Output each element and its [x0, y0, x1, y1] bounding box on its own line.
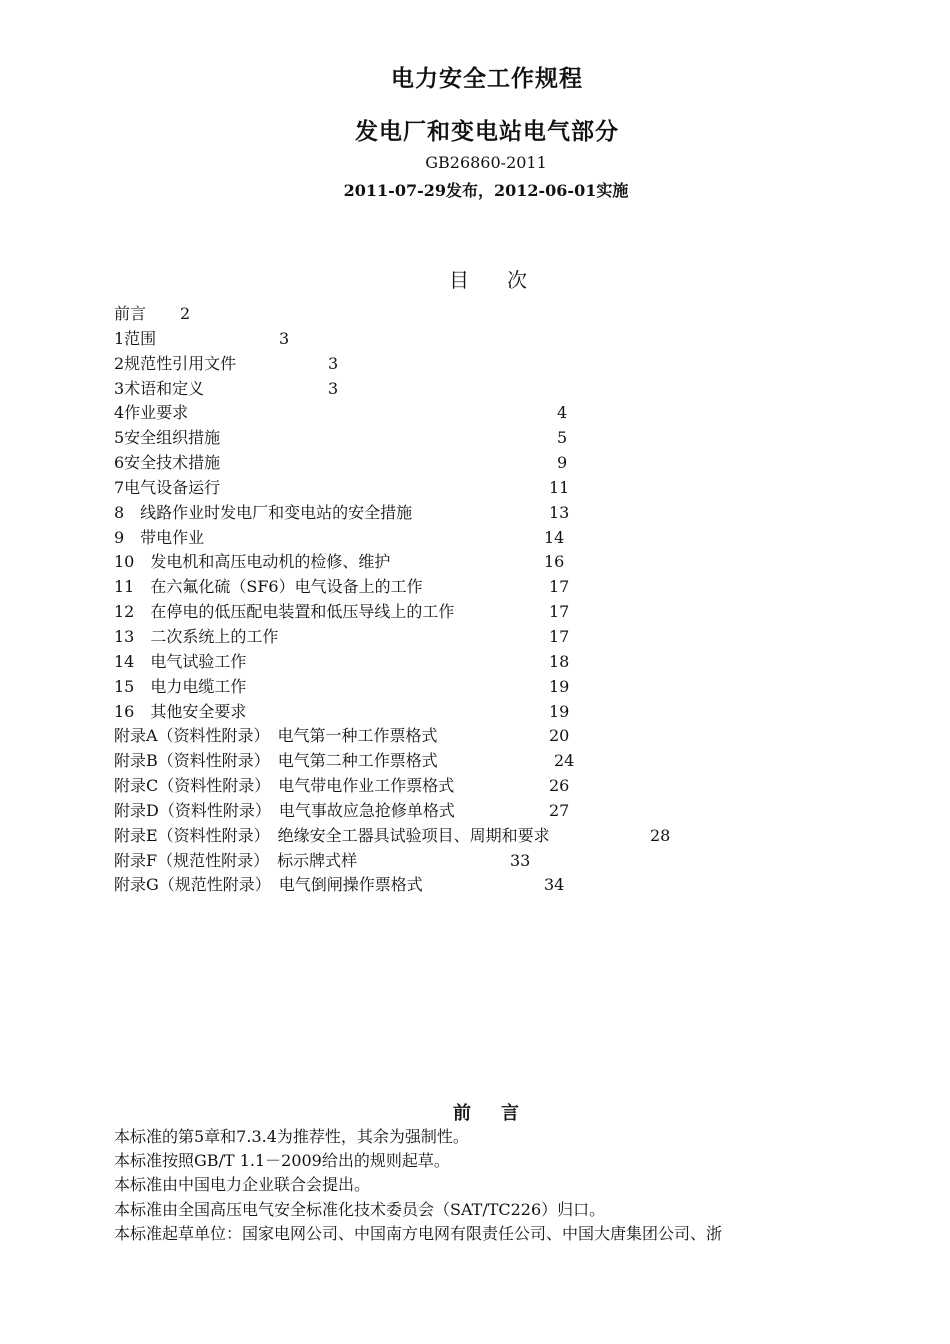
toc-entry[interactable]	[114, 526, 874, 551]
toc-entry-page: 34	[544, 875, 565, 895]
table-of-contents	[114, 302, 874, 898]
toc-entry[interactable]	[114, 724, 874, 749]
toc-entry[interactable]	[114, 824, 874, 849]
toc-entry[interactable]	[114, 327, 874, 352]
toc-entry-label: 13 二次系统上的工作	[114, 626, 279, 646]
toc-entry-page: 3	[328, 353, 339, 373]
toc-entry-page: 17	[549, 577, 570, 597]
foreword-paragraph: 本标准起草单位：国家电网公司、中国南方电网有限责任公司、中国大唐集团公司、浙	[114, 1223, 723, 1243]
toc-entry-label: 2规范性引用文件	[114, 353, 237, 373]
toc-entry-page: 3	[279, 328, 290, 348]
toc-entry-page: 24	[554, 751, 575, 771]
toc-entry-page: 18	[549, 651, 570, 671]
toc-entry[interactable]	[114, 774, 874, 799]
toc-entry-page: 19	[549, 676, 570, 696]
toc-entry-label: 7电气设备运行	[114, 477, 221, 497]
toc-entry-label: 附录G（规范性附录） 电气倒闸操作票格式	[114, 875, 423, 895]
toc-entry[interactable]	[114, 401, 874, 426]
toc-entry-page: 14	[544, 527, 565, 547]
document-subtitle: 发电厂和变电站电气部分	[355, 119, 619, 145]
toc-entry-page: 27	[549, 800, 570, 820]
toc-entry[interactable]	[114, 700, 874, 725]
toc-entry-label: 5安全组织措施	[114, 428, 221, 448]
toc-entry[interactable]	[114, 302, 874, 327]
toc-entry[interactable]	[114, 650, 874, 675]
foreword-paragraph: 本标准按照GB/T 1.1－2009给出的规则起草。	[114, 1151, 450, 1171]
toc-entry-label: 附录B（资料性附录） 电气第二种工作票格式	[114, 751, 438, 771]
toc-entry-label: 11 在六氟化硫（SF6）电气设备上的工作	[114, 577, 423, 597]
foreword-paragraph: 本标准由中国电力企业联合会提出。	[114, 1175, 371, 1195]
toc-entry[interactable]	[114, 550, 874, 575]
toc-entry-page: 5	[557, 428, 568, 448]
toc-entry-label: 3术语和定义	[114, 378, 205, 398]
toc-entry-page: 3	[328, 378, 339, 398]
foreword-paragraph: 本标准的第5章和7.3.4为推荐性，其余为强制性。	[114, 1127, 469, 1146]
toc-entry-page: 2	[180, 304, 191, 323]
toc-entry-label: 1范围	[114, 328, 157, 348]
toc-entry-page: 4	[557, 403, 568, 423]
toc-entry-label: 16 其他安全要求	[114, 701, 247, 721]
toc-entry-label: 4作业要求	[114, 403, 189, 423]
toc-entry-label: 6安全技术措施	[114, 453, 221, 473]
toc-entry-label: 10 发电机和高压电动机的检修、维护	[114, 552, 391, 572]
toc-entry[interactable]	[114, 675, 874, 700]
toc-entry-label: 附录D（资料性附录） 电气事故应急抢修单格式	[114, 800, 455, 820]
toc-entry-page: 33	[510, 850, 531, 870]
toc-entry-page: 16	[544, 552, 565, 572]
toc-entry-page: 9	[557, 453, 568, 473]
toc-entry[interactable]	[114, 451, 874, 476]
toc-entry-page: 11	[549, 477, 570, 497]
toc-entry-label: 12 在停电的低压配电装置和低压导线上的工作	[114, 602, 455, 622]
document-title: 电力安全工作规程	[391, 66, 583, 92]
toc-entry-label: 附录A（资料性附录） 电气第一种工作票格式	[114, 726, 438, 746]
toc-entry[interactable]	[114, 501, 874, 526]
foreword-paragraph: 本标准由全国高压电气安全标准化技术委员会（SAT/TC226）归口。	[114, 1199, 606, 1219]
toc-entry[interactable]	[114, 749, 874, 774]
toc-entry-page: 19	[549, 701, 570, 721]
toc-entry[interactable]	[114, 625, 874, 650]
publish-dates: 2011-07-29发布，2012-06-01实施	[343, 181, 629, 200]
foreword-body	[114, 1125, 894, 1246]
toc-entry[interactable]	[114, 873, 874, 898]
toc-entry[interactable]	[114, 849, 874, 874]
toc-entry-page: 13	[549, 502, 570, 522]
toc-entry[interactable]	[114, 352, 874, 377]
toc-entry-label: 14 电气试验工作	[114, 651, 247, 671]
toc-entry[interactable]	[114, 575, 874, 600]
toc-entry-label: 附录F（规范性附录） 标示牌式样	[114, 850, 358, 870]
toc-entry[interactable]	[114, 799, 874, 824]
toc-entry-label: 8 线路作业时发电厂和变电站的安全措施	[114, 502, 413, 522]
toc-entry-page: 17	[549, 626, 570, 646]
standard-code: GB26860-2011	[425, 153, 547, 172]
toc-entry-page: 26	[549, 776, 570, 796]
toc-entry-page: 20	[549, 726, 570, 746]
toc-entry-label: 9 带电作业	[114, 527, 205, 547]
toc-title: 目次	[449, 268, 565, 292]
toc-entry-label: 附录C（资料性附录） 电气带电作业工作票格式	[114, 776, 455, 796]
toc-entry-label: 前言	[114, 304, 147, 323]
toc-entry-label: 附录E（资料性附录） 绝缘安全工器具试验项目、周期和要求	[114, 825, 550, 845]
toc-entry[interactable]	[114, 377, 874, 402]
toc-entry[interactable]	[114, 600, 874, 625]
toc-entry-page: 17	[549, 602, 570, 622]
toc-entry-page: 28	[650, 825, 671, 845]
toc-entry[interactable]	[114, 476, 874, 501]
foreword-title: 前言	[453, 1103, 549, 1124]
toc-entry-label: 15 电力电缆工作	[114, 676, 247, 696]
toc-entry[interactable]	[114, 426, 874, 451]
